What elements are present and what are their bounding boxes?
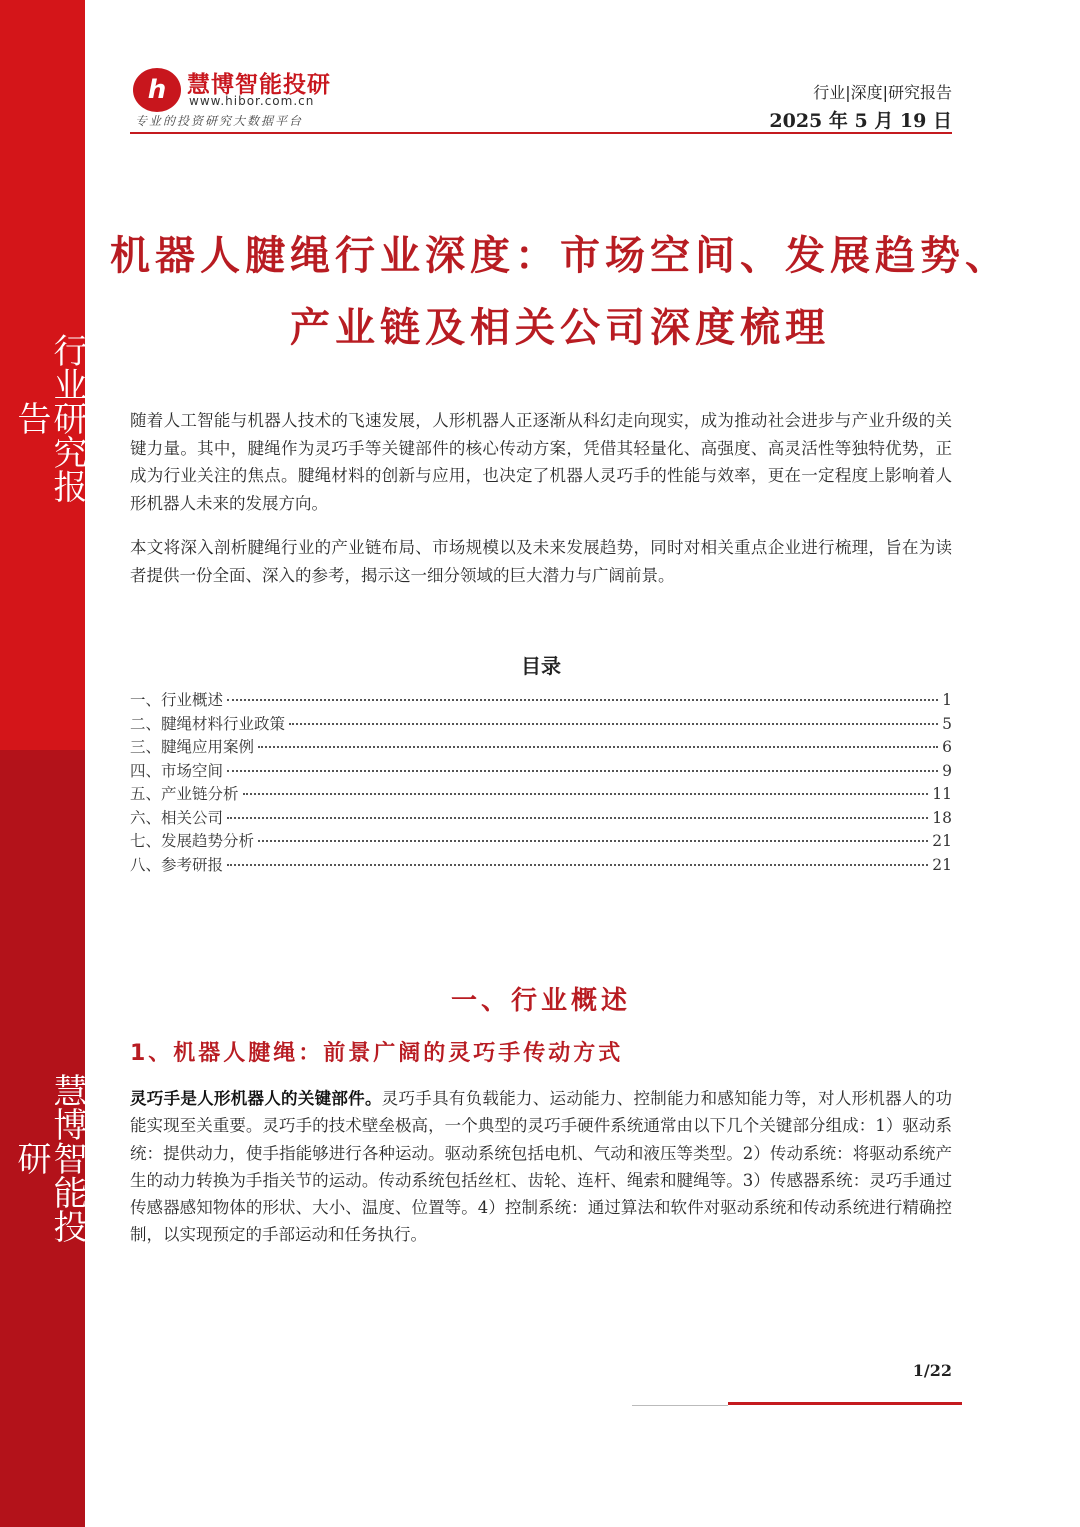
toc-item[interactable] [130, 759, 952, 783]
toc-item-page: 21 [932, 855, 952, 874]
toc-dot-leader [289, 723, 938, 725]
section-body-paragraph [130, 1085, 952, 1249]
logo-name: 慧博智能投研 [187, 72, 331, 98]
toc-item[interactable] [130, 688, 952, 712]
toc-item-page: 21 [932, 832, 952, 850]
report-type: 行业|深度|研究报告 [813, 83, 952, 102]
logo-mark-icon: h [133, 68, 181, 112]
toc-dot-leader [227, 770, 938, 772]
toc-item-page: 6 [942, 738, 952, 756]
toc-item-label: 二、腱绳材料行业政策 [130, 714, 286, 733]
page-title-line-1: 机器人腱绳行业深度：市场空间、发展趋势、 [110, 233, 1010, 279]
toc-dot-leader [258, 840, 928, 842]
report-date: 2025 年 5 月 19 日 [769, 110, 952, 132]
toc-item-page: 11 [932, 785, 952, 803]
footer-rule [728, 1402, 962, 1405]
section-lead-bold: 灵巧手是人形机器人的关键部件。 [130, 1089, 382, 1108]
sidebar-report-label: 行业研究报告 [11, 333, 87, 503]
intro-paragraph-2: 本文将深入剖析腱绳行业的产业链布局、市场规模以及未来发展趋势，同时对相关重点企业进行梳理，旨在为读者提供一份全面、深入的参考，揭示这一细分领域的巨大潜力与广阔前景。 [130, 538, 952, 585]
section-heading: 一、行业概述 [450, 986, 631, 1016]
section-subheading: 1、机器人腱绳：前景广阔的灵巧手传动方式 [130, 1041, 624, 1066]
footer-rule-thin [632, 1405, 728, 1406]
toc-item-label: 三、腱绳应用案例 [130, 738, 255, 756]
toc-item-page: 9 [942, 761, 952, 780]
sidebar-brand-label: 慧博智能投研 [11, 1073, 87, 1243]
logo-url: www.hibor.com.cn [189, 94, 315, 108]
toc-title: 目录 [521, 654, 561, 678]
page-number: 1/22 [912, 1361, 952, 1380]
sidebar [0, 0, 85, 1527]
toc-item-page: 5 [942, 714, 952, 733]
toc-item[interactable] [130, 735, 952, 759]
toc-dot-leader [243, 793, 929, 795]
toc-item[interactable] [130, 712, 952, 736]
toc-dot-leader [227, 864, 928, 866]
toc-item[interactable] [130, 829, 952, 853]
toc-item-label: 八、参考研报 [130, 855, 224, 874]
toc-item-label: 五、产业链分析 [130, 785, 239, 803]
toc-item[interactable] [130, 853, 952, 877]
toc-item-label: 七、发展趋势分析 [130, 832, 255, 850]
header-divider [130, 132, 952, 134]
logo-slogan: 专业的投资研究大数据平台 [135, 114, 304, 128]
toc-item[interactable] [130, 782, 952, 806]
brand-logo[interactable] [133, 64, 393, 134]
page-title-line-2: 产业链及相关公司深度梳理 [290, 305, 830, 351]
toc-dot-leader [227, 699, 938, 701]
toc-item-label: 一、行业概述 [130, 691, 224, 709]
toc-item-label: 六、相关公司 [130, 808, 224, 827]
intro-paragraph-1: 随着人工智能与机器人技术的飞速发展，人形机器人正逐渐从科幻走向现实，成为推动社会进步与产业升级的关键力量。其中，腱绳作为灵巧手等关键部件的核心传动方案，凭借其轻量化、高强度、高灵活性等独特优势，正成为行业关注的焦点。腱绳材料的创新与应用，也决定了机器人灵巧手的性能与效率，更在一定程度上影响着人形机器人未来的发展方向。 [130, 411, 952, 513]
toc-item-page: 18 [932, 808, 952, 827]
toc-item[interactable] [130, 806, 952, 830]
toc-item-page: 1 [942, 691, 952, 709]
toc-dot-leader [258, 746, 938, 748]
table-of-contents [130, 688, 952, 876]
section-body-text: 灵巧手具有负载能力、运动能力、控制能力和感知能力等，对人形机器人的功能实现至关重要。灵巧手的技术壁垒极高，一个典型的灵巧手硬件系统通常由以下几个关键部分组成：1）驱动系统：提供动力，使手指能够进行各种运动。驱动系统包括电机、气动和液压等类型。2）传动系统：将驱动系统产生的动力转换为手指关节的运动。传动系统包括丝杠、齿轮、连杆、绳索和腱绳等。3）传感器系统：灵巧手通过传感器感知物体的形状、大小、温度、位置等。4）控制系统：通过算法和软件对驱动系统和传动系统进行精确控制，以实现预定的手部运动和任务执行。 [130, 1089, 952, 1245]
toc-dot-leader [227, 817, 928, 819]
toc-item-label: 四、市场空间 [130, 761, 224, 780]
